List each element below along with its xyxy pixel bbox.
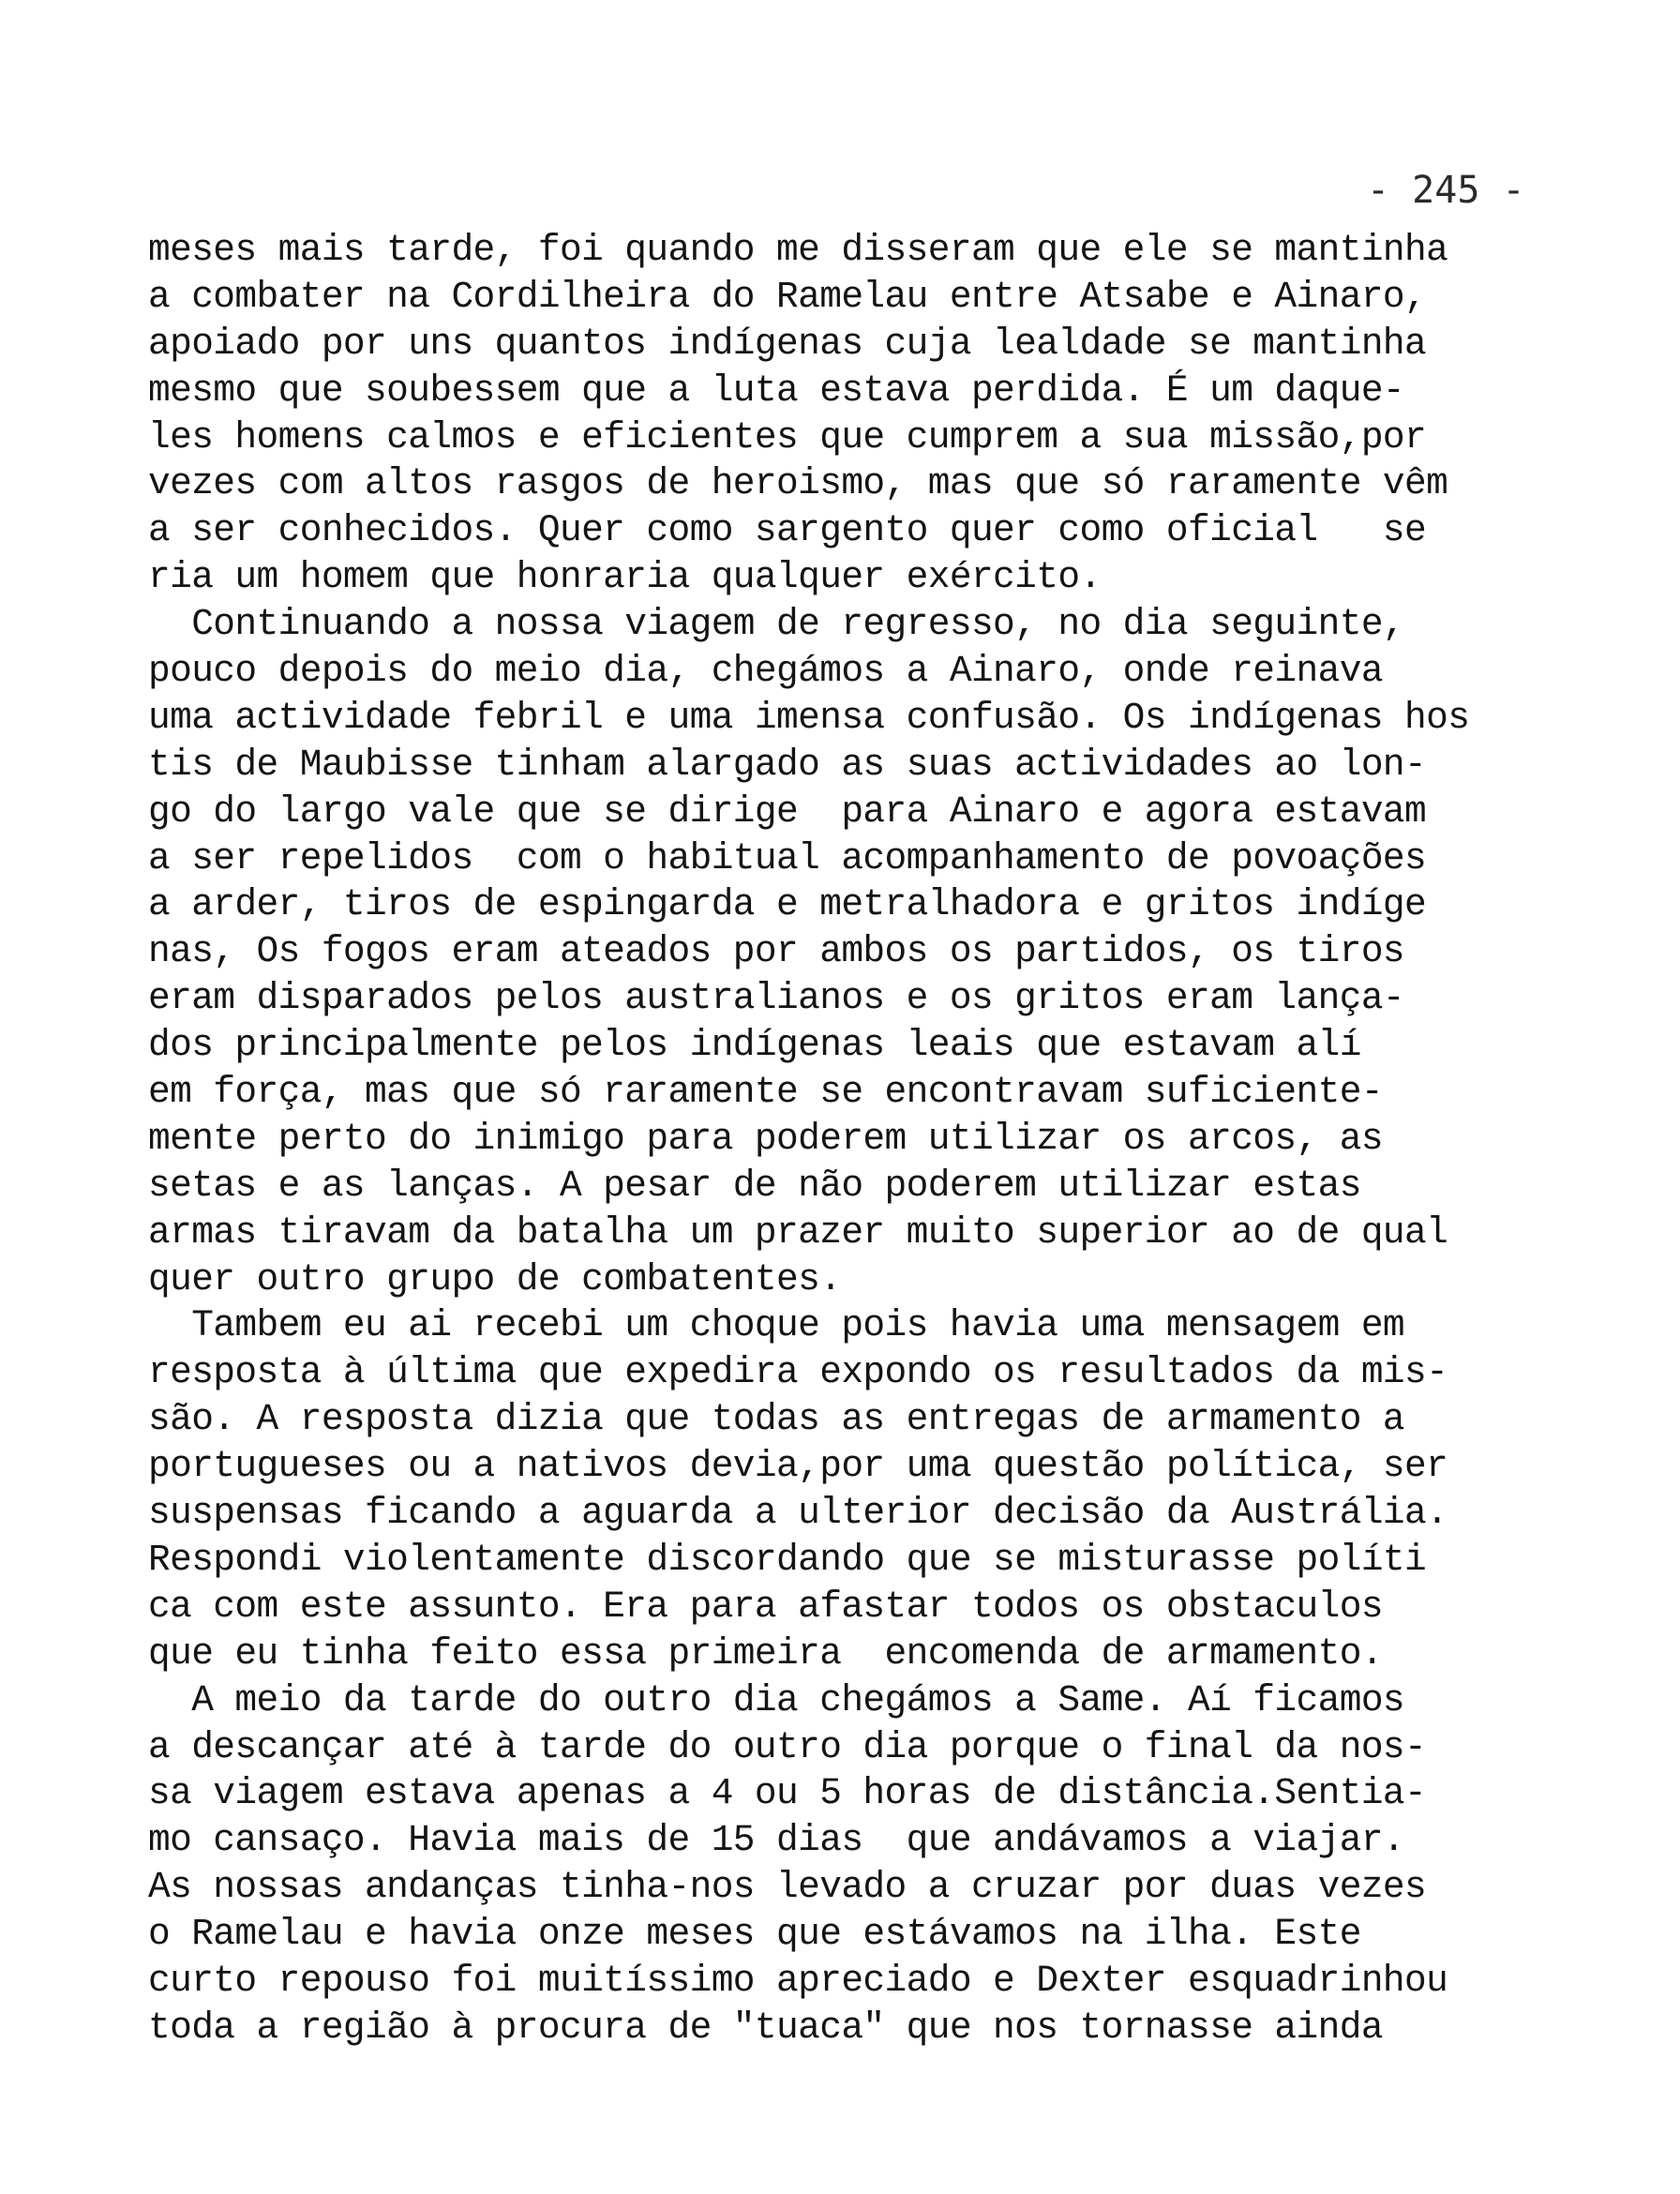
text-line: a arder, tiros de espingarda e metralhadora e gritos indíge <box>148 883 1427 926</box>
text-line: mente perto do inimigo para poderem utilizar os arcos, as <box>148 1117 1383 1160</box>
text-line: Continuando a nossa viagem de regresso, no dia seguinte, <box>148 603 1405 646</box>
text-line: tis de Maubisse tinham alargado as suas actividades ao lon- <box>148 743 1427 786</box>
text-line: são. A resposta dizia que todas as entregas de armamento a <box>148 1398 1405 1441</box>
text-line: mesmo que soubessem que a luta estava perdida. É um daque- <box>148 368 1405 412</box>
text-line: armas tiravam da batalha um prazer muito superior ao de qual <box>148 1210 1448 1254</box>
text-line: a combater na Cordilheira do Ramelau entre Atsabe e Ainaro, <box>148 275 1427 318</box>
text-line: nas, Os fogos eram ateados por ambos os partidos, os tiros <box>148 930 1405 973</box>
text-line: vezes com altos rasgos de heroismo, mas que só raramente vêm <box>148 462 1448 505</box>
text-line: ria um homem que honraria qualquer exército. <box>148 556 1102 599</box>
text-line: setas e as lanças. A pesar de não poderem utilizar estas <box>148 1164 1361 1207</box>
text-line: em força, mas que só raramente se encontravam suficiente- <box>148 1071 1383 1114</box>
text-line: go do largo vale que se dirige para Ainaro e agora estavam <box>148 789 1427 833</box>
text-line: que eu tinha feito essa primeira encomenda de armamento. <box>148 1631 1383 1675</box>
text-line: uma actividade febril e uma imensa confusão. Os indígenas hos <box>148 696 1470 739</box>
text-line: sa viagem estava apenas a 4 ou 5 horas de distância.Sentia- <box>148 1772 1427 1815</box>
text-line: quer outro grupo de combatentes. <box>148 1257 842 1300</box>
text-line: les homens calmos e eficientes que cumprem a sua missão,por <box>148 415 1427 458</box>
text-line: a ser repelidos com o habitual acompanhamento de povoações <box>148 836 1427 879</box>
text-line: suspensas ficando a aguarda a ulterior decisão da Austrália. <box>148 1492 1448 1535</box>
text-line: meses mais tarde, foi quando me disseram que ele se mantinha <box>148 229 1448 271</box>
text-line: Tambem eu ai recebi um choque pois havia uma mensagem em <box>148 1304 1405 1347</box>
text-line: resposta à última que expedira expondo os resultados da mis- <box>148 1351 1448 1394</box>
text-line: a ser conhecidos. Quer como sargento quer como oficial se <box>148 509 1427 552</box>
page-number: - 245 - <box>1367 169 1525 212</box>
text-line: A meio da tarde do outro dia chegámos a Same. Aí ficamos <box>148 1678 1405 1721</box>
text-line: As nossas andanças tinha-nos levado a cruzar por duas vezes <box>148 1866 1427 1909</box>
text-line: eram disparados pelos australianos e os gritos eram lança- <box>148 977 1405 1020</box>
text-line: portugueses ou a nativos devia,por uma questão política, ser <box>148 1445 1448 1488</box>
text-line: dos principalmente pelos indígenas leais que estavam alí <box>148 1024 1361 1067</box>
body-text <box>148 227 1573 2051</box>
text-line: curto repouso foi muitíssimo apreciado e Dexter esquadrinhou <box>148 1959 1448 2002</box>
text-line: pouco depois do meio dia, chegámos a Ainaro, onde reinava <box>148 650 1383 693</box>
text-line: ca com este assunto. Era para afastar todos os obstaculos <box>148 1585 1383 1628</box>
text-line: toda a região à procura de "tuaca" que nos tornasse ainda <box>148 2006 1383 2049</box>
text-line: mo cansaço. Havia mais de 15 dias que andávamos a viajar. <box>148 1819 1405 1862</box>
text-line: a descançar até à tarde do outro dia porque o final da nos- <box>148 1725 1427 1768</box>
text-line: Respondi violentamente discordando que se misturasse políti <box>148 1538 1427 1581</box>
text-line: o Ramelau e havia onze meses que estávamos na ilha. Este <box>148 1913 1361 1956</box>
text-line: apoiado por uns quantos indígenas cuja lealdade se mantinha <box>148 322 1427 365</box>
